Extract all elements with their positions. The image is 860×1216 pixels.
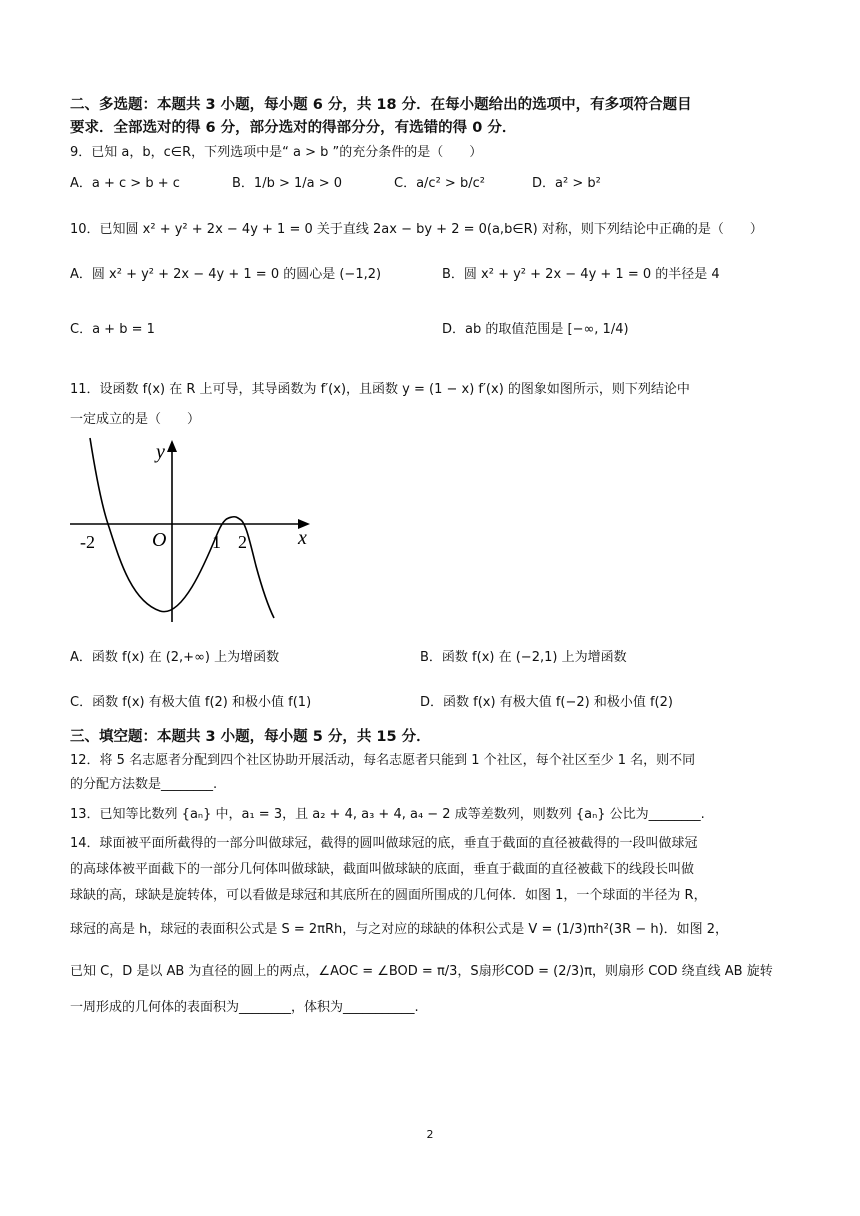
q11-function-graph bbox=[66, 436, 326, 626]
q11-stem-line1: 11．设函数 f(x) 在 R 上可导，其导函数为 f′(x)，且函数 y = (1 − x) f′(x) 的图象如图所示，则下列结论中 bbox=[70, 382, 690, 397]
q9-stem: 9．已知 a，b，c∈R，下列选项中是“ a > b ”的充分条件的是（ ） bbox=[70, 145, 483, 160]
graph-tick-2: 2 bbox=[238, 532, 247, 552]
q14-line1: 14．球面被平面所截得的一部分叫做球冠，截得的圆叫做球冠的底，垂直于截面的直径被截得的一段叫做球冠 bbox=[70, 836, 698, 851]
graph-tick-neg2: -2 bbox=[80, 532, 95, 552]
section2-heading-line2: 要求．全部选对的得 6 分，部分选对的得部分分，有选错的得 0 分． bbox=[70, 120, 517, 136]
q11-option-b: B．函数 f(x) 在 (−2,1) 上为增函数 bbox=[420, 650, 627, 665]
q10-option-a: A．圆 x² + y² + 2x − 4y + 1 = 0 的圆心是 (−1,2) bbox=[70, 267, 382, 282]
graph-x-label: x bbox=[298, 527, 307, 549]
q14-line6: 一周形成的几何体的表面积为________，体积为___________. bbox=[70, 1000, 419, 1015]
q12-line2: 的分配方法数是________. bbox=[70, 777, 218, 792]
function-curve bbox=[90, 438, 274, 618]
q10-option-c: C．a + b = 1 bbox=[70, 322, 155, 337]
q11-option-d: D．函数 f(x) 有极大值 f(−2) 和极小值 f(2) bbox=[420, 695, 673, 710]
q9-option-b: B．1/b > 1/a > 0 bbox=[232, 176, 343, 191]
q9-option-a: A．a + c > b + c bbox=[70, 176, 180, 191]
graph-tick-1: 1 bbox=[212, 532, 221, 552]
q10-option-d: D．ab 的取值范围是 [−∞, 1/4) bbox=[442, 322, 629, 337]
q10-option-b: B．圆 x² + y² + 2x − 4y + 1 = 0 的半径是 4 bbox=[442, 267, 720, 282]
graph-y-label: y bbox=[156, 441, 165, 463]
q11-option-c: C．函数 f(x) 有极大值 f(2) 和极小值 f(1) bbox=[70, 695, 312, 710]
page-number: 2 bbox=[426, 1128, 434, 1141]
q14-line5: 已知 C，D 是以 AB 为直径的圆上的两点，∠AOC = ∠BOD = π/3，S扇形COD = (2/3)π，则扇形 COD 绕直线 AB 旋转 bbox=[70, 964, 773, 979]
q12-line1: 12．将 5 名志愿者分配到四个社区协助开展活动，每名志愿者只能到 1 个社区，每个社区至少 1 名，则不同 bbox=[70, 753, 696, 768]
section3-heading: 三、填空题：本题共 3 小题，每小题 5 分，共 15 分． bbox=[70, 729, 431, 745]
q9-option-c: C．a/c² > b/c² bbox=[394, 176, 485, 191]
q14-line4: 球冠的高是 h，球冠的表面积公式是 S = 2πRh，与之对应的球缺的体积公式是 V = (1/3)πh²(3R − h)．如图 2， bbox=[70, 922, 729, 937]
section2-heading-line1: 二、多选题：本题共 3 小题，每小题 6 分，共 18 分．在每小题给出的选项中，有多项符合题目 bbox=[70, 97, 692, 113]
q14-line3: 球缺的高，球缺是旋转体，可以看做是球冠和其底所在的圆面所围成的几何体．如图 1，一个球面的半径为 R， bbox=[70, 888, 707, 903]
y-axis-arrow bbox=[167, 440, 177, 452]
q11-option-a: A．函数 f(x) 在 (2,+∞) 上为增函数 bbox=[70, 650, 280, 665]
q13-line1: 13．已知等比数列 {aₙ} 中，a₁ = 3，且 a₂ + 4, a₃ + 4, a₄ − 2 成等差数列，则数列 {aₙ} 公比为________. bbox=[70, 807, 705, 822]
q14-line2: 的高球体被平面截下的一部分几何体叫做球缺，截面叫做球缺的底面，垂直于截面的直径被截下的线段长叫做 bbox=[70, 862, 695, 877]
q9-option-d: D．a² > b² bbox=[532, 176, 601, 191]
graph-origin-label: O bbox=[152, 529, 167, 551]
q11-stem-line2: 一定成立的是（ ） bbox=[70, 412, 201, 427]
q10-stem: 10．已知圆 x² + y² + 2x − 4y + 1 = 0 关于直线 2ax − by + 2 = 0(a,b∈R) 对称，则下列结论中正确的是（ ） bbox=[70, 222, 763, 237]
